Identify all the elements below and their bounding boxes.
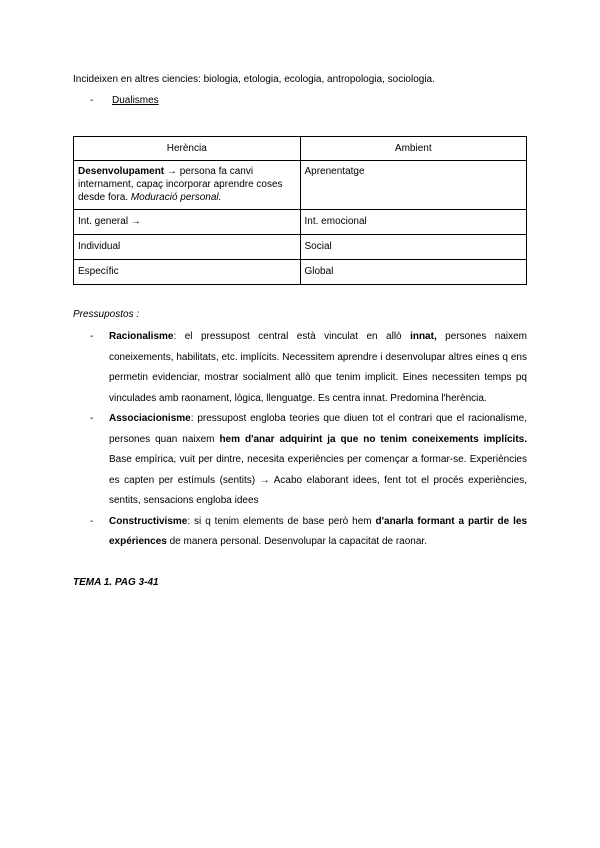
- pressupostos-list: [90, 327, 527, 553]
- cell-right: Int. emocional: [300, 210, 527, 235]
- item-bold-text: d'anarla formant a partir de les expériences: [109, 515, 528, 547]
- item-bold-text: hem d'anar adquirint ja que no tenim coneixements implícits.: [219, 433, 527, 445]
- cell-italic-text: Moduració personal.: [130, 192, 222, 203]
- cell-desenvolupament: [74, 161, 301, 210]
- header-ambient: Ambient: [300, 137, 527, 161]
- item-text: Base empírica, vuit per dintre, necesita experiències per començar a formar-se. Experiències es capten per estímuls (sentits) → Acabo elaborant idees, fent tot el procés experiències, sentits, sensacions engloba idees: [109, 454, 527, 506]
- list-item: [90, 409, 527, 512]
- list-dash: -: [90, 95, 94, 106]
- arrow-icon: →: [166, 166, 177, 177]
- list-item: [90, 327, 527, 409]
- tema-reference: TEMA 1. PAG 3-41: [73, 577, 159, 588]
- cell-left: Int. general →: [74, 210, 301, 235]
- list-dash: -: [90, 331, 94, 342]
- term-racionalisme: Racionalisme: [109, 331, 174, 342]
- term-constructivisme: Constructivisme: [109, 515, 188, 527]
- cell-left: Individual: [74, 235, 301, 260]
- intro-text: Incideixen en altres ciencies: biologia, etologia, ecologia, antropologia, sociologia.: [73, 74, 435, 85]
- table-row: [74, 235, 527, 260]
- cell-right: Social: [300, 235, 527, 260]
- cell-text: persona fa canvi internament, capaç incorporar aprendre coses desde fora.: [78, 166, 283, 203]
- header-herencia: Herència: [74, 137, 301, 161]
- item-text: persones naixem coneixements, habilitats, etc. implícits. Necessitem aprendre i desenvolupar altres eines q ens permetin evidenciar, mostrar socialment allò que tenim implicit. Eines necessiten temps pq vinculades amb raonament, lògica, llenguatge. Es centra innat. Predomina l'herència.: [109, 331, 528, 404]
- term-associacionisme: Associacionisme: [109, 413, 191, 424]
- dualismes-item: [90, 94, 159, 108]
- table-header-row: [74, 137, 527, 161]
- item-text: : pressupost engloba teories que diuen tot el contrari que el racionalisme, persones quan naixem: [109, 413, 527, 445]
- item-text: : si q tenim elements de base però hem: [187, 515, 376, 527]
- item-text: : el pressupost central està vinculat en allò: [173, 331, 411, 342]
- item-bold-text: innat,: [410, 331, 437, 342]
- pressupostos-label: Pressupostos :: [73, 309, 140, 320]
- list-dash: -: [90, 413, 94, 424]
- cell-left: Específic: [74, 260, 301, 285]
- list-dash: -: [90, 515, 94, 527]
- list-item: [90, 512, 527, 553]
- comparison-table: [73, 136, 527, 285]
- dualismes-heading: Dualismes: [112, 95, 159, 106]
- item-text: de manera personal. Desenvolupar la capacitat de raonar.: [166, 536, 427, 547]
- table-row: [74, 210, 527, 235]
- table-row: [74, 161, 527, 210]
- cell-aprenentatge: Aprenentatge: [300, 161, 527, 210]
- table-row: [74, 260, 527, 285]
- cell-right: Global: [300, 260, 527, 285]
- term-desenvolupament: Desenvolupament: [78, 166, 165, 177]
